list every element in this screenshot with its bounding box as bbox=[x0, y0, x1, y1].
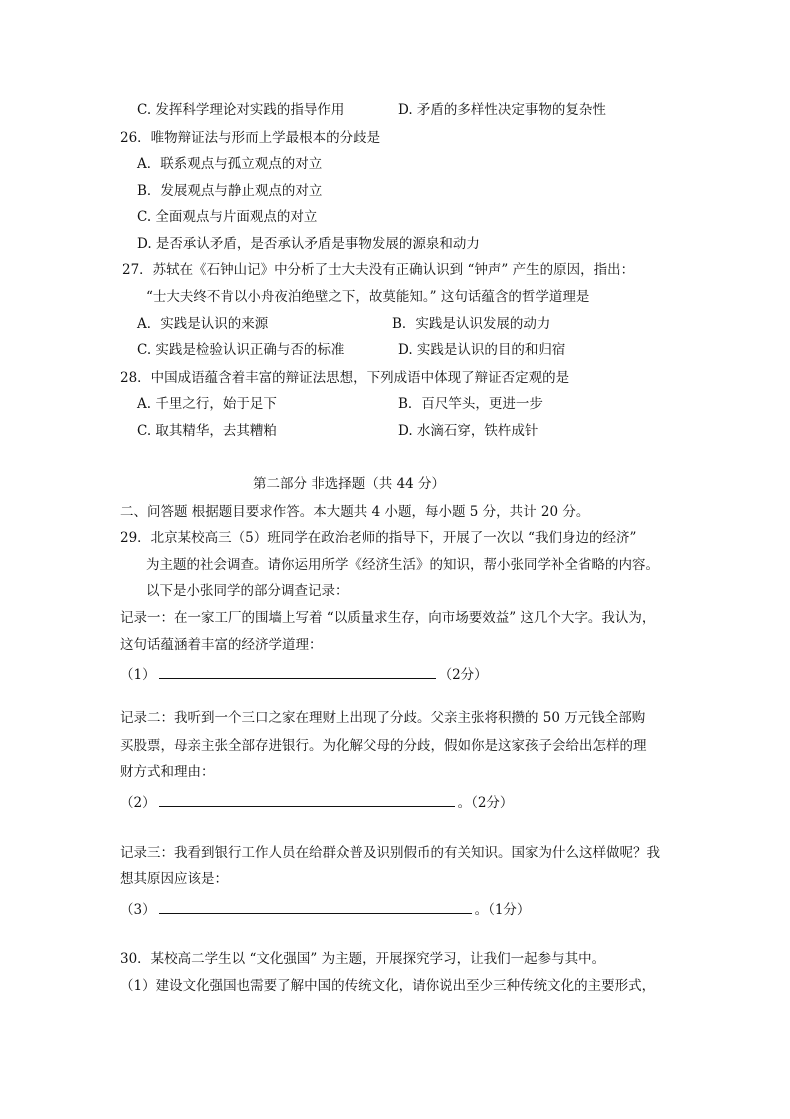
record3-line2: 想其原因应该是： bbox=[120, 871, 228, 887]
q27-option-a: A．实践是认识的来源 bbox=[137, 316, 269, 332]
record3-line1: 记录三：我看到银行工作人员在给群众普及识别假币的有关知识。国家为什么这样做呢？我 bbox=[120, 845, 660, 861]
section-intro: 二、问答题 根据题目要求作答。本大题共 4 小题，每小题 5 分，共计 20 分。 bbox=[120, 504, 590, 520]
answer1-blank[interactable] bbox=[159, 665, 436, 679]
q26-option-c: C. 全面观点与片面观点的对立 bbox=[137, 209, 318, 225]
q28-option-a: A. 千里之行，始于足下 bbox=[137, 396, 277, 412]
q30-stem: 30．某校高二学生以 “文化强国” 为主题，开展探究学习，让我们一起参与其中。 bbox=[120, 951, 606, 967]
answer2-row bbox=[120, 793, 513, 811]
q29-stem-line2: 为主题的社会调查。请你运用所学《经济生活》的知识，帮小张同学补全省略的内容。 bbox=[146, 557, 659, 573]
q28-option-c: C. 取其精华，去其糟粕 bbox=[137, 423, 277, 439]
q27-option-d: D. 实践是认识的目的和归宿 bbox=[398, 342, 566, 358]
q28-option-d: D. 水滴石穿，铁杵成针 bbox=[398, 423, 539, 439]
answer2-blank[interactable] bbox=[159, 793, 455, 807]
q28-option-b: B．百尺竿头，更进一步 bbox=[398, 396, 543, 412]
answer3-number: （3） bbox=[120, 902, 156, 918]
record1-line2: 这句话蕴涵着丰富的经济学道理： bbox=[120, 637, 323, 653]
answer2-number: （2） bbox=[120, 795, 156, 811]
answer3-score: 。（1分） bbox=[474, 902, 531, 918]
q26-option-d: D. 是否承认矛盾，是否承认矛盾是事物发展的源泉和动力 bbox=[137, 236, 480, 252]
answer1-score: （2分） bbox=[438, 667, 488, 683]
q25-option-c: C. 发挥科学理论对实践的指导作用 bbox=[137, 102, 345, 118]
q26-option-b: B．发展观点与静止观点的对立 bbox=[137, 183, 323, 199]
record2-line3: 财方式和理由： bbox=[120, 764, 215, 780]
record2-line1: 记录二：我听到一个三口之家在理财上出现了分歧。父亲主张将积攒的 50 万元钱全部购 bbox=[120, 710, 646, 726]
q28-stem: 28．中国成语蕴含着丰富的辩证法思想，下列成语中体现了辩证否定观的是 bbox=[120, 370, 570, 386]
q26-stem: 26．唯物辩证法与形而上学最根本的分歧是 bbox=[120, 130, 381, 146]
answer3-blank[interactable] bbox=[159, 900, 472, 914]
answer3-row bbox=[120, 900, 530, 918]
q29-stem-line1: 29．北京某校高三（5）班同学在政治老师的指导下，开展了一次以 “我们身边的经济” bbox=[120, 530, 637, 546]
q27-option-b: B．实践是认识发展的动力 bbox=[392, 316, 551, 332]
answer1-number: （1） bbox=[120, 667, 156, 683]
q29-stem-line3: 以下是小张同学的部分调查记录： bbox=[146, 583, 349, 599]
answer1-row bbox=[120, 665, 488, 683]
answer2-score: 。（2分） bbox=[457, 795, 514, 811]
q27-stem-line2: “士大夫终不肯以小舟夜泊绝壁之下，故莫能知。” 这句话蕴含的哲学道理是 bbox=[146, 289, 590, 305]
q25-option-d: D. 矛盾的多样性决定事物的复杂性 bbox=[398, 102, 606, 118]
q27-stem-line1: 27．苏轼在《石钟山记》中分析了士大夫没有正确认识到 “钟声” 产生的原因，指出： bbox=[122, 262, 635, 278]
q26-option-a: A．联系观点与孤立观点的对立 bbox=[137, 156, 323, 172]
record2-line2: 买股票，母亲主张全部存进银行。为化解父母的分歧，假如你是这家孩子会给出怎样的理 bbox=[120, 738, 647, 754]
q27-option-c: C. 实践是检验认识正确与否的标准 bbox=[137, 342, 345, 358]
record1-line1: 记录一：在一家工厂的围墙上写着 “以质量求生存，向市场要效益” 这几个大字。我认为， bbox=[120, 610, 656, 626]
part2-heading: 第二部分 非选择题（共 44 分） bbox=[253, 476, 446, 492]
q30-sub1: （1）建设文化强国也需要了解中国的传统文化，请你说出至少三种传统文化的主要形式， bbox=[120, 978, 656, 994]
